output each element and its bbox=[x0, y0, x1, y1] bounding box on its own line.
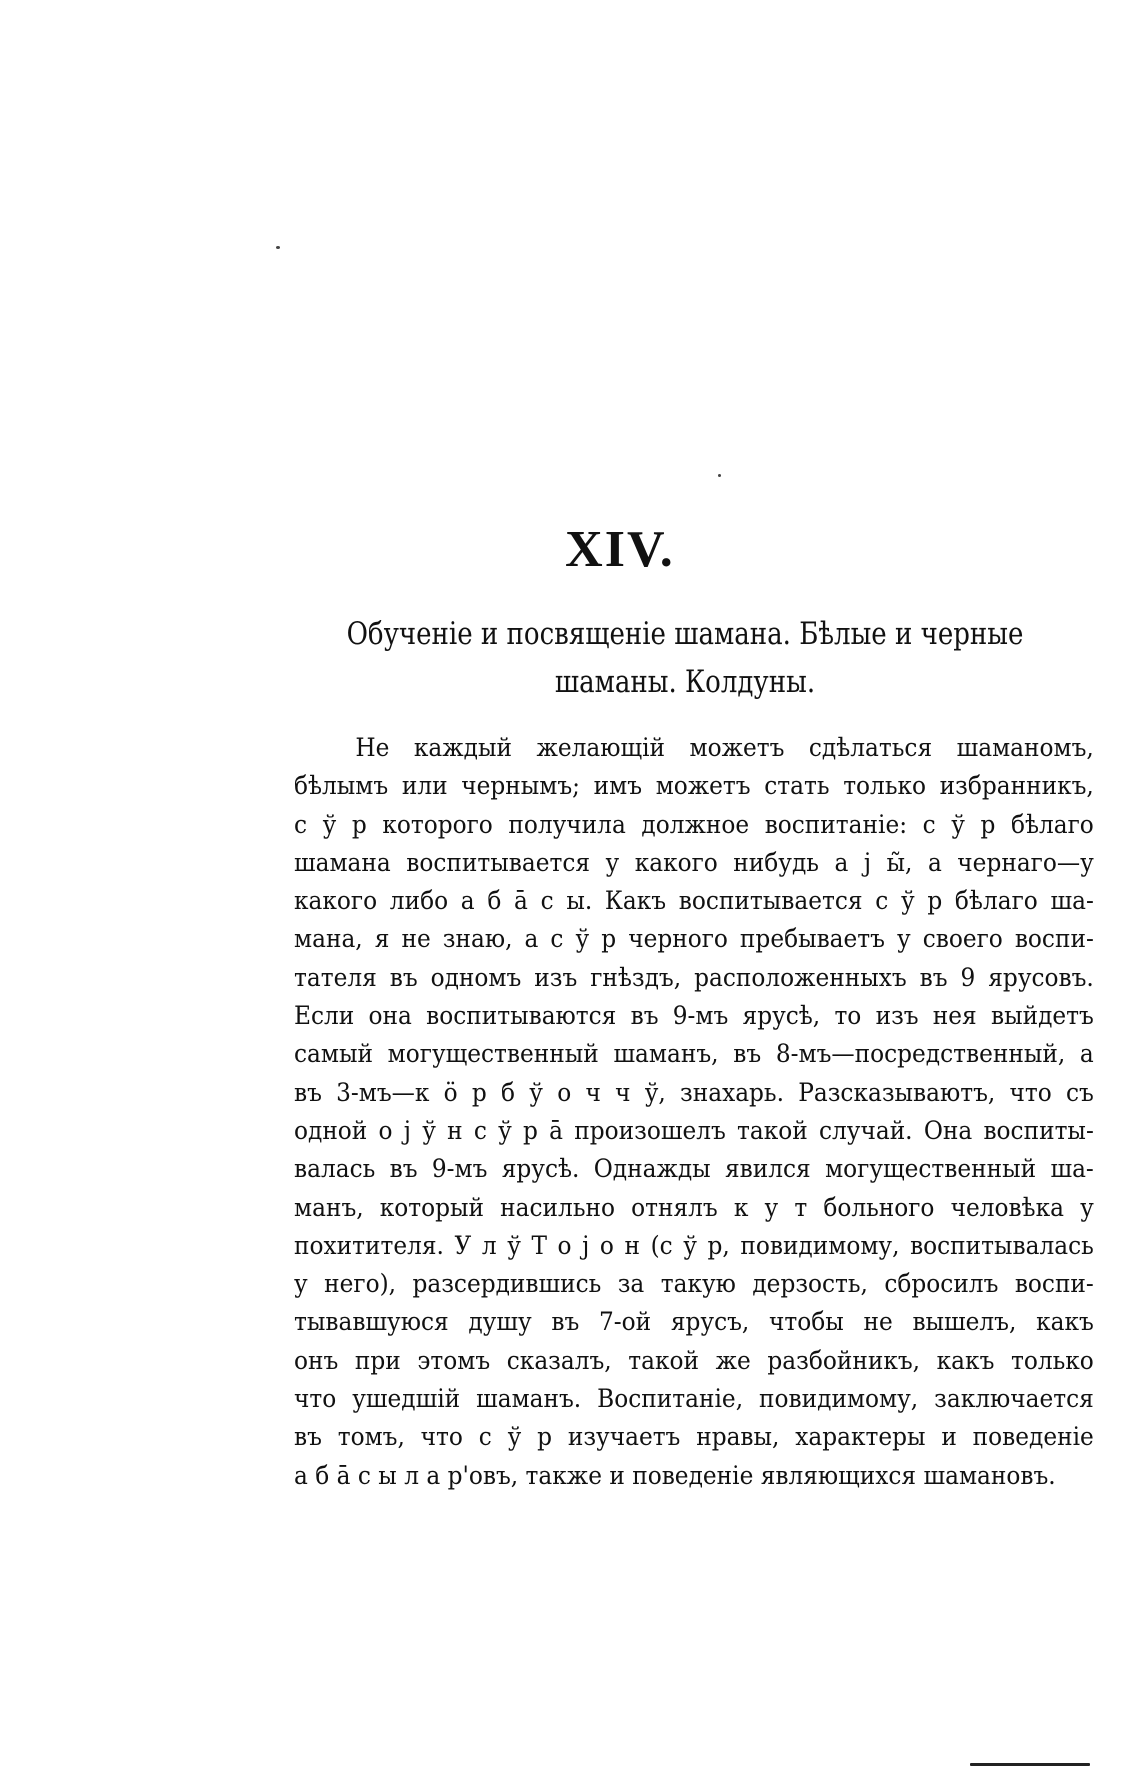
paragraph-line: у него), разсердившись за такую дерзость, сбросилъ воспи- bbox=[294, 1269, 1094, 1299]
paragraph-line: манъ, который насильно отнялъ к у т больного человѣка у bbox=[294, 1192, 1094, 1222]
paragraph-line: похитителя. У л ў Т о j о н (с ў р, повидимому, воспитывалась bbox=[294, 1230, 1094, 1260]
chapter-title bbox=[336, 610, 1033, 706]
ink-speck bbox=[276, 246, 280, 249]
chapter-number-text: XIV. bbox=[565, 521, 675, 578]
paragraph-line: онъ при этомъ сказалъ, такой же разбойникъ, какъ только bbox=[294, 1345, 1094, 1375]
paragraph-line: шамана воспитывается у какого нибудь а j ы̃, а чернаго—у bbox=[294, 847, 1094, 877]
paragraph-line: тателя въ одномъ изъ гнѣздъ, расположенныхъ въ 9 ярусовъ. bbox=[294, 962, 1094, 992]
paragraph-line: въ 3-мъ—к ö р б ў о ч ч ў, знахарь. Разсказываютъ, что съ bbox=[294, 1077, 1094, 1107]
paragraph-line: валась въ 9-мъ ярусѣ. Однажды явился могущественный ша- bbox=[294, 1154, 1094, 1184]
paragraph-line: Не каждый желающій можетъ сдѣлаться шаманомъ, bbox=[355, 733, 1094, 762]
paragraph-line: тывавшуюся душу въ 7-ой ярусъ, чтобы не вышелъ, какъ bbox=[294, 1307, 1094, 1337]
paragraph-line: какого либо а б ā с ы. Какъ воспитывается с ў р бѣлаго ша- bbox=[294, 886, 1094, 916]
ink-speck bbox=[718, 474, 721, 477]
paragraph-line: что ушедшій шаманъ. Воспитаніе, повидимому, заключается bbox=[294, 1384, 1094, 1414]
paragraph-line: самый могущественный шаманъ, въ 8-мъ—посредственный, а bbox=[294, 1039, 1094, 1069]
paragraph-line: а б ā с ы л а р'овъ, также и поведеніе являющихся шамановъ. bbox=[294, 1460, 1056, 1490]
paragraph-line: въ томъ, что с ў р изучаетъ нравы, характеры и поведеніе bbox=[294, 1422, 1094, 1452]
paragraph-line: Если она воспитываются въ 9-мъ ярусѣ, то изъ нея выйдетъ bbox=[294, 1001, 1094, 1031]
paragraph-line: бѣлымъ или чернымъ; имъ можетъ стать только избранникъ, bbox=[294, 771, 1094, 801]
paragraph bbox=[294, 729, 1094, 1495]
paragraph-line: одной о j ў н с ў р ā произошелъ такой случай. Она воспиты- bbox=[294, 1115, 1094, 1145]
paragraph-line: мана, я не знаю, а с ў р черного пребываетъ у своего воспи- bbox=[294, 924, 1094, 954]
footer-rule bbox=[970, 1763, 1090, 1766]
paragraph-line: с ў р которого получила должное воспитаніе: с ў р бѣлаго bbox=[294, 809, 1094, 839]
chapter-number bbox=[0, 520, 1140, 580]
chapter-title-line: шаманы. Колдуны. bbox=[554, 664, 816, 700]
chapter-title-line: Обученіе и посвященіе шамана. Бѣлые и черные bbox=[346, 616, 1024, 652]
